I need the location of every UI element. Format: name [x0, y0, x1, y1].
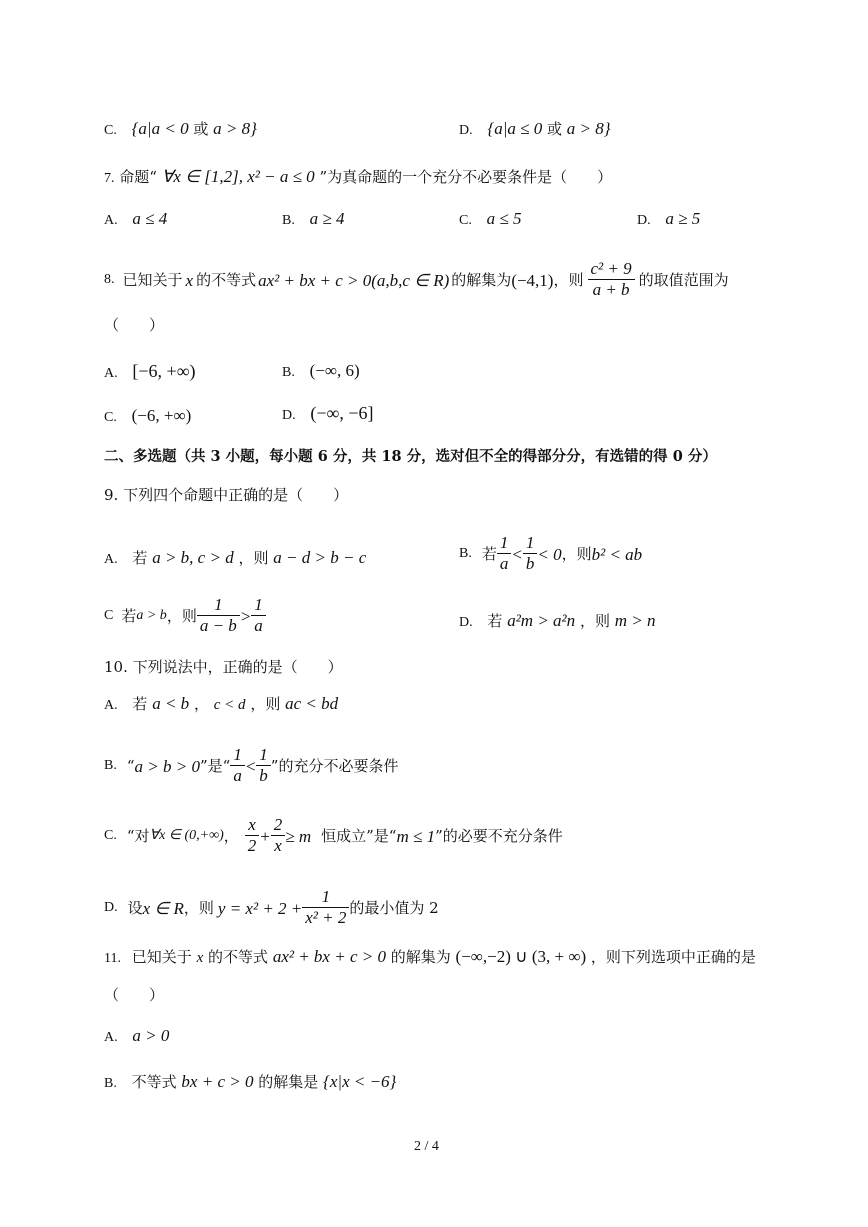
question-7-stem	[104, 168, 612, 186]
q8-option-d	[282, 404, 374, 423]
option-label: A.	[104, 552, 118, 567]
option-text: ”的必要不充分条件	[435, 826, 563, 845]
q8-option-b	[282, 362, 360, 380]
q9-option-c	[104, 590, 266, 642]
q9-option-d	[459, 612, 655, 630]
option-label: D.	[459, 615, 473, 630]
question-text: 的取值范围为	[638, 270, 729, 289]
option-label: C.	[104, 123, 117, 138]
option-label: A.	[104, 366, 118, 381]
fraction-denominator: a + b	[588, 279, 635, 300]
option-op: <	[244, 756, 257, 776]
fraction	[256, 746, 271, 785]
fraction	[302, 888, 349, 927]
option-text: “	[126, 756, 135, 775]
option-text: ，则	[561, 544, 592, 563]
option-expr: b² < ab	[591, 544, 643, 564]
q6-option-c	[104, 120, 257, 138]
option-expr: (−∞, −6]	[310, 403, 374, 423]
question-text: ，则	[553, 270, 584, 289]
option-text: ，则	[183, 898, 214, 917]
option-expr: a ≥ 5	[665, 209, 701, 228]
q7-option-b	[282, 210, 344, 228]
option-label: A.	[104, 698, 118, 713]
option-text: 若	[481, 544, 497, 563]
option-label: C.	[104, 828, 117, 843]
option-label: D.	[637, 213, 651, 228]
option-expr: {a|a ≤ 0	[487, 119, 543, 138]
fraction	[523, 534, 538, 573]
question-number: 11.	[104, 951, 121, 966]
fraction-numerator: 1	[499, 533, 509, 553]
option-expr: [−6, +∞)	[132, 361, 196, 381]
question-text: 的不等式	[208, 948, 269, 966]
fraction-denominator: a − b	[197, 615, 240, 636]
option-expr: (−∞, 6)	[309, 361, 360, 380]
fraction	[497, 534, 512, 573]
question-11-stem	[104, 948, 756, 966]
option-expr: a ≥ 4	[309, 209, 345, 228]
option-text: 若	[121, 606, 137, 625]
option-text: ，则	[166, 606, 197, 625]
fraction	[271, 816, 286, 855]
option-text: ”是“	[199, 756, 231, 775]
q11-option-a	[104, 1027, 169, 1045]
option-expr: a > b > 0	[134, 756, 200, 776]
option-expr: bx + c > 0	[181, 1072, 254, 1091]
q10-option-c	[104, 808, 563, 864]
section-heading: 二、多选题（共 3 小题，每小题 6 分，共 18 分，选对但不全的得部分分，有选错的得 0 分）	[104, 448, 717, 465]
fraction	[230, 746, 245, 785]
option-text: 若	[132, 695, 148, 713]
q8-option-c	[104, 407, 191, 425]
option-label: D.	[104, 900, 118, 915]
question-number: 8.	[104, 272, 115, 287]
question-10-stem: 10. 下列说法中，正确的是（ ）	[104, 658, 343, 676]
option-expr: x ∈ R	[142, 898, 184, 918]
question-expr: ∀x ∈ [1,2], x² − a ≤ 0	[161, 167, 315, 186]
fraction-numerator: 2	[273, 815, 283, 835]
fraction	[245, 816, 260, 855]
question-set: (−∞,−2) ∪ (3, + ∞)	[455, 947, 587, 966]
option-text: 若	[132, 549, 148, 567]
option-expr-rest: a > 8}	[213, 119, 257, 138]
option-text: 恒成立”是“	[321, 826, 397, 845]
option-text: ，则	[238, 549, 269, 567]
option-label: D.	[459, 123, 473, 138]
fraction-numerator: 1	[321, 887, 331, 907]
question-text: 的解集为	[390, 948, 451, 966]
question-expr: ax² + bx + c > 0	[272, 947, 386, 966]
option-expr: a > b, c > d	[152, 548, 234, 567]
fraction-denominator: b	[523, 553, 538, 574]
fraction-numerator: x	[248, 815, 256, 835]
fraction	[251, 596, 266, 635]
fraction-numerator: 1	[233, 745, 242, 765]
q7-option-c	[459, 210, 521, 228]
option-expr: a²m > a²n	[507, 611, 576, 630]
option-label: B.	[104, 1076, 117, 1091]
question-var: x	[196, 950, 204, 966]
fraction-denominator: x² + 2	[302, 907, 349, 928]
option-expr: ∀x ∈ (0,+∞)	[149, 828, 224, 843]
q10-option-a	[104, 695, 338, 713]
fraction-denominator: 2	[245, 835, 260, 856]
question-text: 已知关于	[122, 270, 183, 289]
option-or: 或	[193, 120, 209, 138]
option-expr: y = x² + 2 +	[217, 898, 303, 918]
question-interval: (−4,1)	[511, 270, 554, 290]
question-9-stem: 9. 下列四个命题中正确的是（ ）	[104, 486, 349, 504]
fraction-numerator: 1	[254, 595, 263, 615]
option-expr: (−6, +∞)	[131, 406, 192, 425]
fraction-denominator: a	[497, 553, 512, 574]
question-text: 命题“	[119, 168, 157, 186]
question-expr: ax² + bx + c > 0(a,b,c ∈ R)	[258, 270, 450, 290]
option-label: C.	[104, 410, 117, 425]
option-label: B.	[282, 213, 295, 228]
q7-option-d	[637, 210, 700, 228]
option-label: A.	[104, 1030, 118, 1045]
q6-option-d	[459, 120, 611, 138]
page-number: 2 / 4	[414, 1139, 439, 1154]
fraction	[588, 260, 635, 299]
option-expr: a − d > b − c	[273, 548, 367, 567]
option-expr: m ≤ 1	[396, 826, 436, 846]
option-expr: a < b	[152, 694, 190, 713]
option-label: C.	[459, 213, 472, 228]
fraction-denominator: a	[230, 765, 245, 786]
q8-option-a	[104, 362, 196, 381]
option-expr: {x|x < −6}	[323, 1072, 397, 1091]
option-text: 若	[487, 612, 503, 630]
question-paren: （ ）	[104, 316, 165, 334]
question-text: ，则下列选项中正确的是	[590, 948, 756, 966]
option-text: ，则	[579, 612, 610, 630]
option-label: B.	[459, 546, 472, 561]
question-8-stem	[104, 255, 729, 305]
option-op: <	[511, 544, 523, 564]
q9-option-a	[104, 549, 366, 567]
option-expr: ≥ m	[285, 826, 312, 846]
q11-option-b	[104, 1073, 396, 1091]
fraction-numerator: c² + 9	[590, 259, 632, 279]
option-expr-rest: a > 8}	[566, 119, 611, 138]
option-label: D.	[282, 408, 296, 423]
question-text: 的解集为	[451, 270, 512, 289]
option-label: B.	[282, 365, 295, 380]
question-text: 已知关于	[131, 948, 192, 966]
option-expr: c < d	[213, 697, 246, 713]
option-text: ，	[223, 826, 239, 845]
option-text: 的解集是	[258, 1073, 319, 1091]
option-expr: m > n	[614, 611, 656, 630]
option-or: 或	[547, 120, 563, 138]
option-expr: {a|a < 0	[131, 119, 189, 138]
option-text: 的最小值为 2	[349, 898, 439, 917]
fraction	[197, 596, 240, 635]
option-label: C	[104, 608, 114, 623]
option-op: >	[239, 606, 252, 626]
option-expr: a ≤ 4	[132, 209, 168, 228]
question-number: 7.	[104, 171, 115, 186]
option-text: ”的充分不必要条件	[270, 756, 399, 775]
fraction-numerator: 1	[214, 595, 223, 615]
option-op: +	[259, 826, 271, 846]
question-var: x	[185, 270, 194, 290]
question-paren: （ ）	[104, 986, 165, 1004]
option-expr: ac < bd	[285, 694, 339, 713]
option-text: “对	[126, 826, 150, 845]
option-expr: a ≤ 5	[486, 209, 522, 228]
q7-option-a	[104, 210, 167, 228]
fraction-denominator: b	[256, 765, 271, 786]
q10-option-d	[104, 880, 439, 936]
option-label: A.	[104, 213, 118, 228]
fraction-denominator: a	[251, 615, 266, 636]
option-text: ，	[193, 695, 209, 713]
option-text: 不等式	[131, 1073, 177, 1091]
question-text: ”为真命题的一个充分不必要条件是（ ）	[319, 168, 613, 186]
option-expr: a > b	[136, 608, 167, 623]
option-expr: a > 0	[132, 1026, 170, 1045]
option-expr: < 0	[537, 544, 562, 564]
option-text: 设	[127, 898, 143, 917]
q10-option-b	[104, 740, 398, 792]
fraction-denominator: x	[271, 835, 286, 856]
fraction-numerator: 1	[259, 745, 268, 765]
option-label: B.	[104, 758, 117, 773]
option-text: ，则	[250, 695, 281, 713]
question-text: 的不等式	[196, 270, 257, 289]
q9-option-b	[459, 528, 642, 580]
fraction-numerator: 1	[525, 533, 535, 553]
